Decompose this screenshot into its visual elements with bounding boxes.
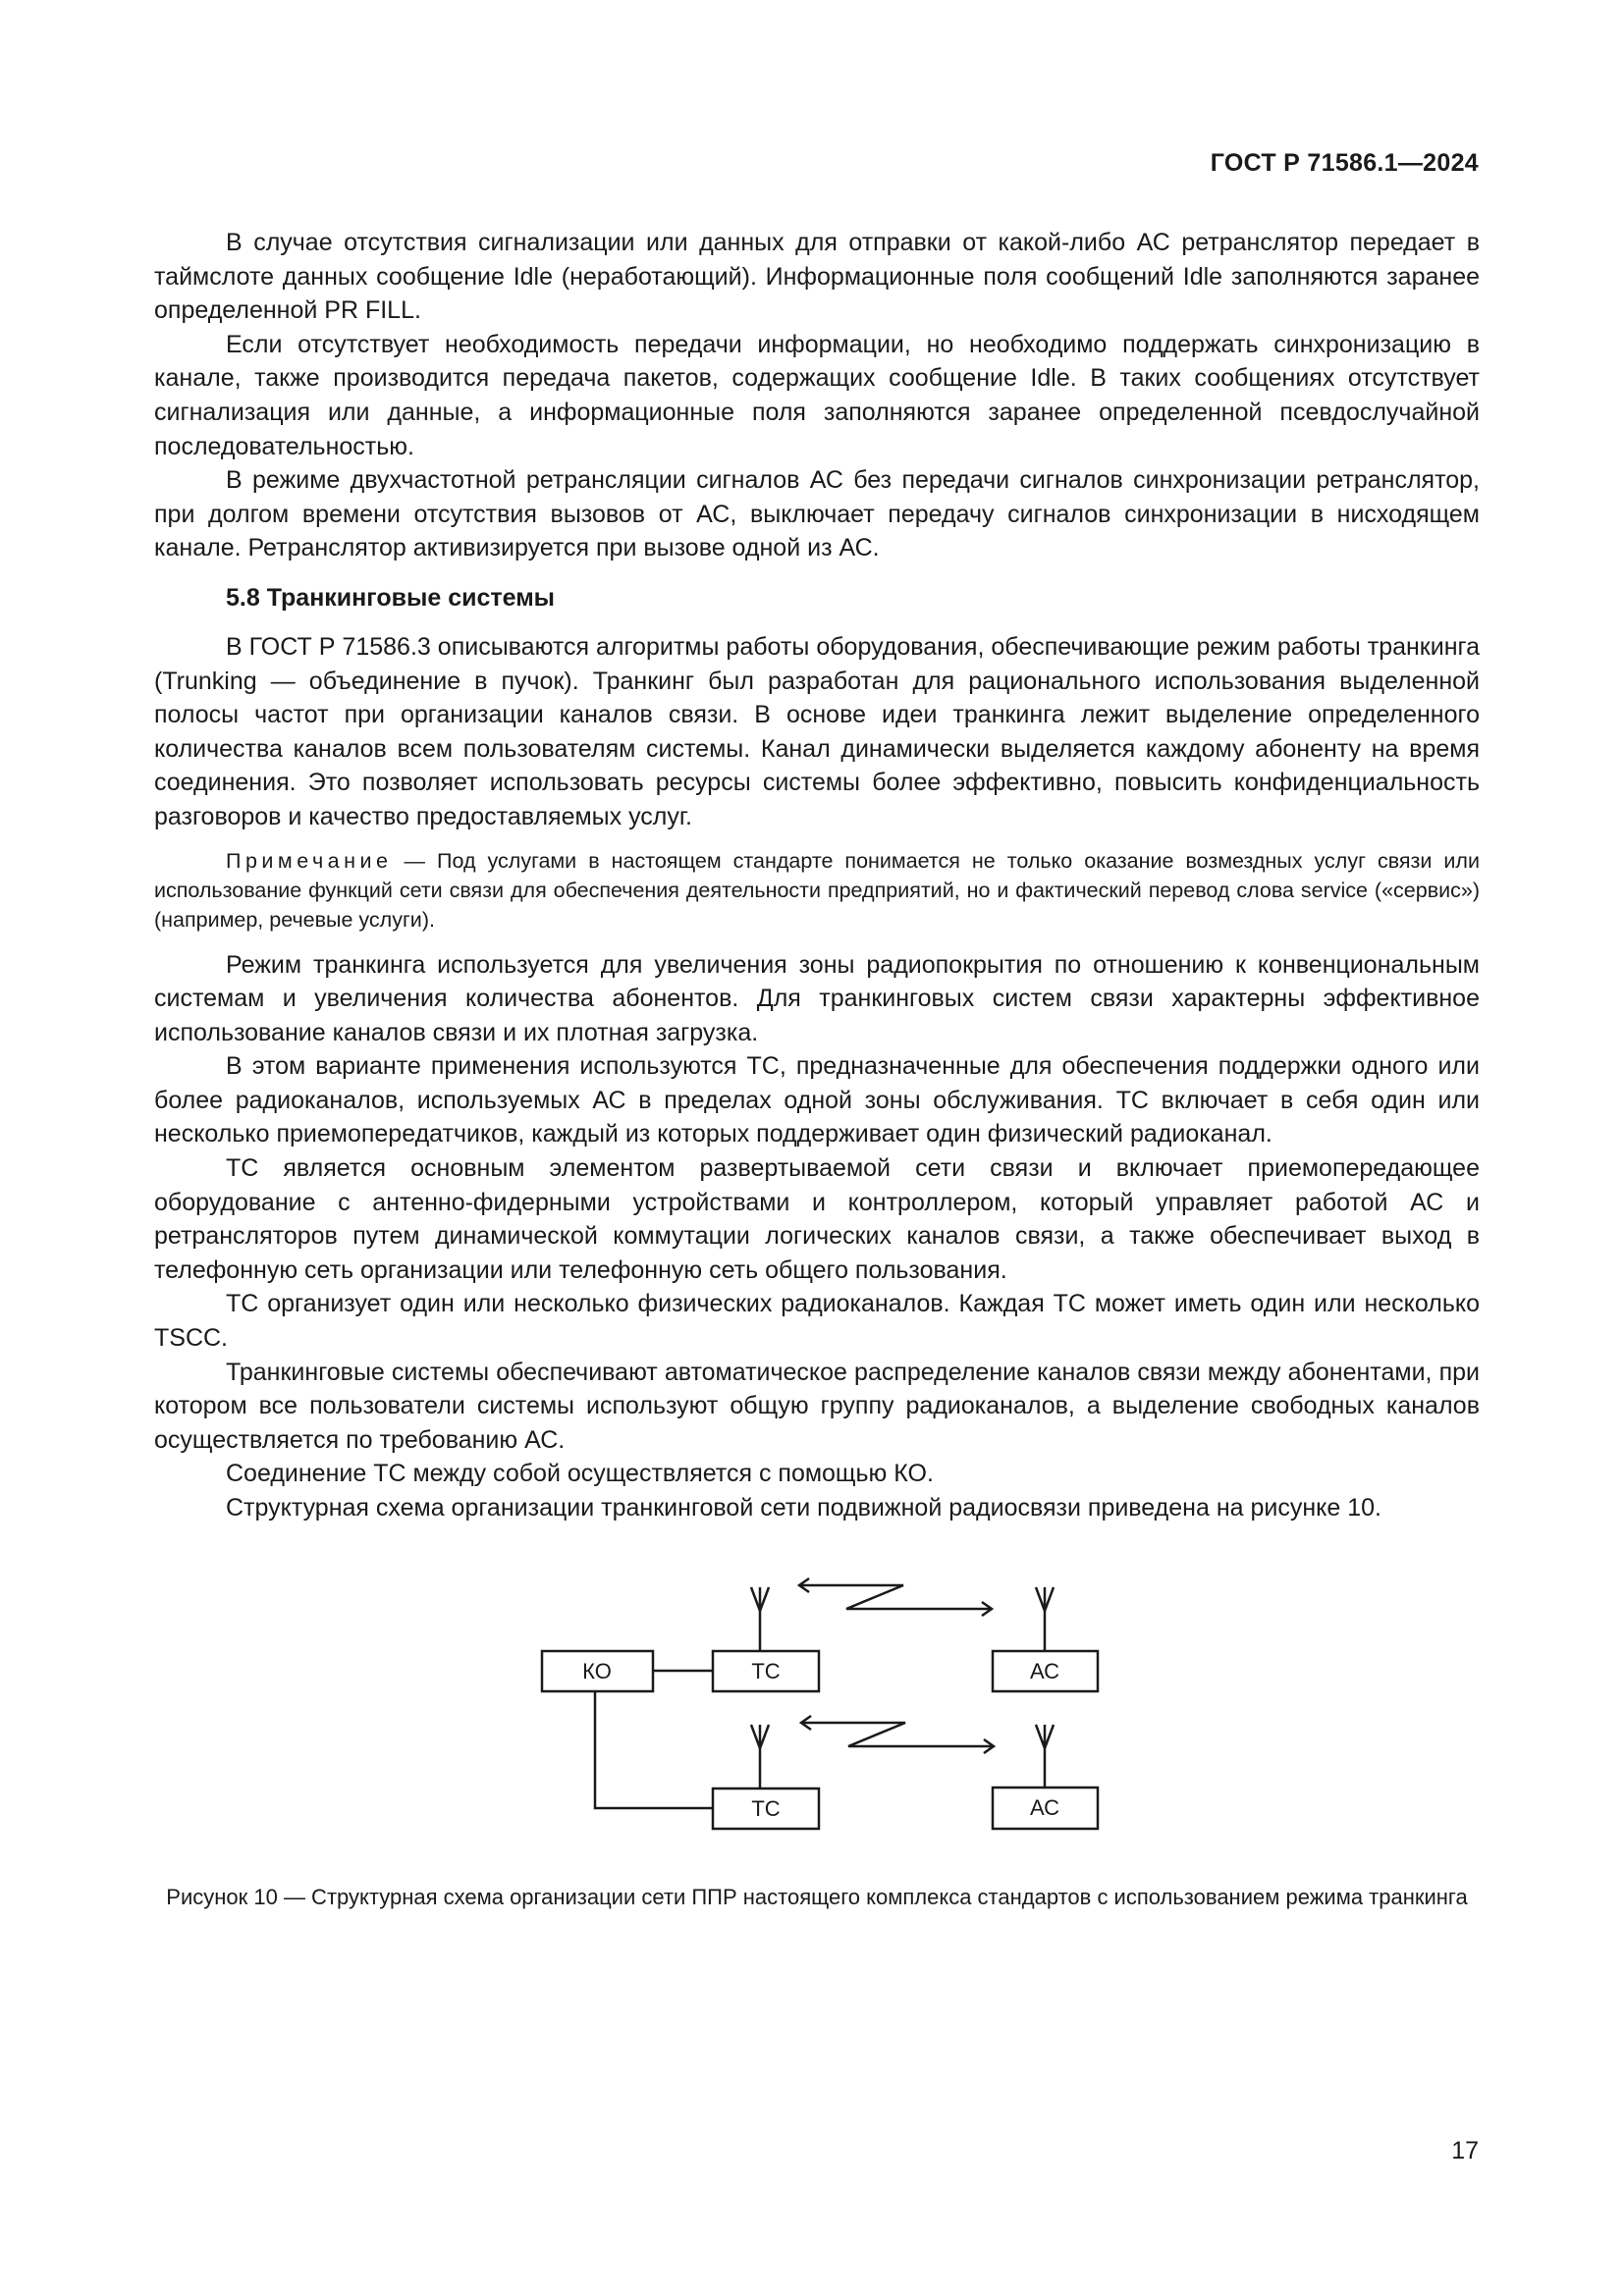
figure-caption: Рисунок 10 — Структурная схема организации сети ППР настоящего комплекса стандартов с использованием режима транкинга — [166, 1885, 1468, 1909]
paragraph: Режим транкинга используется для увеличения зоны радиопокрытия по отношению к конвенциональным системам и увеличения количества абонентов. Для транкинговых систем связи характерны эффективное использование каналов связи и их плотная загрузка. — [154, 950, 1480, 1046]
document-header: ГОСТ Р 71586.1—2024 — [1210, 149, 1479, 177]
body-text — [154, 226, 1480, 1525]
ko-label: КО — [582, 1659, 612, 1683]
paragraph: В ГОСТ Р 71586.3 описываются алгоритмы работы оборудования, обеспечивающие режим работы транкинга (Trunking — объединение в пучок). Транкинг был разработан для рационального использования выделенной полосы частот при организации каналов связи. В основе идеи транкинга лежит выделение определенного количества каналов всем пользователям системы. Канал динамически выделяется каждому абоненту на время соединения. Это позволяет использовать ресурсы системы более эффективно, повысить конфиденциальность разговоров и качество предоставляемых услуг. — [154, 632, 1480, 830]
page-number: 17 — [1451, 2137, 1479, 2164]
paragraph: Если отсутствует необходимость передачи информации, но необходимо поддержать синхронизацию в канале, также производится передача пакетов, содержащих сообщение Idle. В таких сообщениях отсутствует сигнализация или данные, а информационные поля заполняются заранее определенной псевдослучайной последовательностью. — [154, 330, 1480, 460]
paragraph: Транкинговые системы обеспечивают автоматическое распределение каналов связи между абонентами, при котором все пользователи системы используют общую группу радиоканалов, а выделение свободных каналов осуществляется по требованию АС. — [154, 1358, 1480, 1454]
antenna-icon — [1036, 1725, 1054, 1788]
note-label: Примечание — [226, 848, 393, 873]
antenna-icon — [751, 1725, 769, 1788]
ts-label-top: ТС — [751, 1659, 781, 1683]
antenna-icon — [751, 1587, 769, 1651]
paragraph: В случае отсутствия сигнализации или данных для отправки от какой-либо АС ретранслятор передает в таймслоте данных сообщение Idle (неработающий). Информационные поля сообщений Idle заполняются заранее определенной PR FILL. — [154, 229, 1480, 325]
paragraph: Структурная схема организации транкинговой сети подвижной радиосвязи приведена на рисунке 10. — [226, 1494, 1381, 1522]
paragraph: В этом варианте применения используются ТС, предназначенные для обеспечения поддержки одного или более радиоканалов, используемых АС в пределах одной зоны обслуживания. ТС включает в себя один или несколько приемопередатчиков, каждый из которых поддерживает один физический радиоканал. — [154, 1052, 1480, 1148]
paragraph: Соединение ТС между собой осуществляется с помощью КО. — [226, 1460, 934, 1488]
as-label-top: АС — [1029, 1659, 1060, 1683]
ts-label-bottom: ТС — [751, 1796, 781, 1821]
section-heading: 5.8 Транкинговые системы — [226, 583, 556, 612]
trunking-diagram — [530, 1566, 1100, 1850]
note — [154, 846, 1480, 934]
antenna-icon — [1036, 1587, 1054, 1651]
radio-link-bottom — [801, 1716, 994, 1753]
as-label-bottom: АС — [1029, 1795, 1060, 1820]
radio-link-top — [799, 1578, 992, 1616]
paragraph: ТС является основным элементом развертываемой сети связи и включает приемопередающее оборудование с антенно-фидерными устройствами и контроллером, который управляет работой АС и ретрансляторов путем динамической коммутации логических каналов связи, а также обеспечивает выход в телефонную сеть организации или телефонную сеть общего пользования. — [154, 1154, 1480, 1284]
note-text: — Под услугами в настоящем стандарте понимается не только оказание возмездных услуг связи или использование функций сети связи для обеспечения деятельности предприятий, но и фактический перевод слова service («сервис») (например, речевые услуги). — [154, 848, 1480, 932]
paragraph: ТС организует один или несколько физических радиоканалов. Каждая ТС может иметь один или несколько TSCC. — [154, 1290, 1480, 1353]
diagram-svg — [530, 1566, 1100, 1850]
ko-ts-bottom-connector — [595, 1691, 713, 1808]
paragraph: В режиме двухчастотной ретрансляции сигналов АС без передачи сигналов синхронизации ретранслятор, при долгом времени отсутствия вызовов от АС, выключает передачу сигналов синхронизации в нисходящем канале. Ретранслятор активизируется при вызове одной из АС. — [154, 466, 1480, 562]
